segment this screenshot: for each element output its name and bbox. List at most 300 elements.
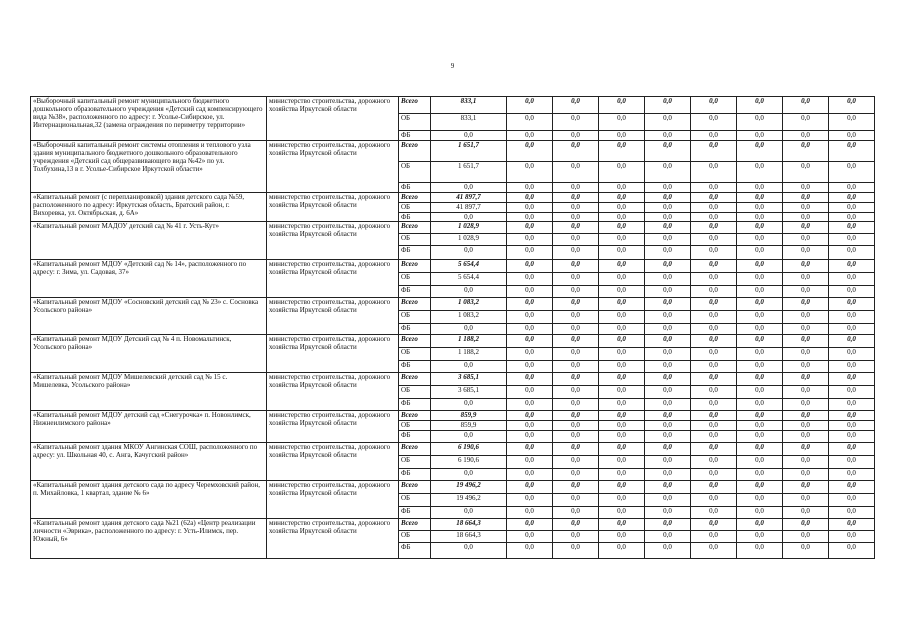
year-value-cell: 0,0	[507, 97, 553, 114]
funding-source: ФБ	[399, 183, 431, 193]
year-value-cell: 0,0	[829, 494, 875, 507]
table-row	[31, 411, 875, 421]
year-value-cell: 0,0	[553, 456, 599, 469]
amount-cell: 1 651,7	[431, 141, 507, 162]
year-value-cell: 0,0	[645, 222, 691, 234]
amount-cell: 19 496,2	[431, 494, 507, 507]
year-value-cell: 0,0	[829, 386, 875, 399]
year-value-cell: 0,0	[599, 203, 645, 213]
year-value-cell: 0,0	[553, 421, 599, 431]
funding-source: Всего	[399, 97, 431, 114]
year-value-cell: 0,0	[829, 162, 875, 183]
year-value-cell: 0,0	[783, 286, 829, 298]
year-value-cell: 0,0	[645, 481, 691, 494]
year-value-cell: 0,0	[645, 203, 691, 213]
table-row	[31, 222, 875, 234]
year-value-cell: 0,0	[737, 361, 783, 373]
amount-cell: 5 654,4	[431, 260, 507, 273]
project-name: «Капитальный ремонт МДОУ Мишелевский детский сад № 15 с. Мишелевка, Усольского района»	[31, 373, 267, 411]
year-value-cell: 0,0	[691, 348, 737, 361]
year-value-cell: 0,0	[645, 193, 691, 203]
funding-source: ФБ	[399, 286, 431, 298]
year-value-cell: 0,0	[599, 222, 645, 234]
year-value-cell: 0,0	[599, 162, 645, 183]
year-value-cell: 0,0	[691, 519, 737, 531]
year-value-cell: 0,0	[829, 298, 875, 311]
year-value-cell: 0,0	[691, 183, 737, 193]
year-value-cell: 0,0	[599, 411, 645, 421]
responsible-executor: министерство строительства, дорожного хозяйства Иркутской области	[267, 373, 399, 411]
year-value-cell: 0,0	[829, 519, 875, 531]
year-value-cell: 0,0	[507, 273, 553, 286]
amount-cell: 1 188,2	[431, 335, 507, 348]
year-value-cell: 0,0	[553, 260, 599, 273]
year-value-cell: 0,0	[783, 183, 829, 193]
year-value-cell: 0,0	[829, 411, 875, 421]
amount-cell: 0,0	[431, 131, 507, 141]
year-value-cell: 0,0	[783, 298, 829, 311]
year-value-cell: 0,0	[599, 543, 645, 559]
year-value-cell: 0,0	[737, 335, 783, 348]
year-value-cell: 0,0	[599, 141, 645, 162]
year-value-cell: 0,0	[737, 298, 783, 311]
year-value-cell: 0,0	[691, 469, 737, 481]
year-value-cell: 0,0	[691, 443, 737, 456]
year-value-cell: 0,0	[645, 273, 691, 286]
amount-cell: 859,9	[431, 421, 507, 431]
year-value-cell: 0,0	[507, 481, 553, 494]
amount-cell: 6 190,6	[431, 443, 507, 456]
year-value-cell: 0,0	[553, 203, 599, 213]
year-value-cell: 0,0	[599, 311, 645, 324]
year-value-cell: 0,0	[691, 246, 737, 260]
year-value-cell: 0,0	[599, 494, 645, 507]
year-value-cell: 0,0	[691, 456, 737, 469]
year-value-cell: 0,0	[737, 183, 783, 193]
responsible-executor: министерство строительства, дорожного хозяйства Иркутской области	[267, 411, 399, 443]
project-name: «Капитальный ремонт МДОУ Детский сад № 4 п. Новомальтинск, Усольского района»	[31, 335, 267, 373]
year-value-cell: 0,0	[829, 324, 875, 335]
year-value-cell: 0,0	[599, 260, 645, 273]
year-value-cell: 0,0	[507, 286, 553, 298]
funding-source: Всего	[399, 373, 431, 386]
year-value-cell: 0,0	[599, 234, 645, 246]
year-value-cell: 0,0	[737, 431, 783, 443]
year-value-cell: 0,0	[783, 531, 829, 543]
funding-source: Всего	[399, 193, 431, 203]
year-value-cell: 0,0	[553, 193, 599, 203]
amount-cell: 5 654,4	[431, 273, 507, 286]
year-value-cell: 0,0	[737, 114, 783, 131]
project-name: «Капитальный ремонт здания МКОУ Ангинская СОШ, расположенного по адресу: ул. Школьная 40, с. Анга, Качугский район»	[31, 443, 267, 481]
year-value-cell: 0,0	[829, 481, 875, 494]
year-value-cell: 0,0	[507, 131, 553, 141]
year-value-cell: 0,0	[507, 411, 553, 421]
year-value-cell: 0,0	[599, 456, 645, 469]
amount-cell: 0,0	[431, 399, 507, 411]
year-value-cell: 0,0	[599, 421, 645, 431]
amount-cell: 0,0	[431, 213, 507, 222]
year-value-cell: 0,0	[599, 469, 645, 481]
year-value-cell: 0,0	[645, 234, 691, 246]
year-value-cell: 0,0	[737, 348, 783, 361]
year-value-cell: 0,0	[783, 273, 829, 286]
amount-cell: 0,0	[431, 183, 507, 193]
funding-source: ОБ	[399, 162, 431, 183]
year-value-cell: 0,0	[783, 456, 829, 469]
year-value-cell: 0,0	[737, 411, 783, 421]
year-value-cell: 0,0	[691, 431, 737, 443]
amount-cell: 19 496,2	[431, 481, 507, 494]
amount-cell: 1 651,7	[431, 162, 507, 183]
year-value-cell: 0,0	[599, 213, 645, 222]
year-value-cell: 0,0	[507, 114, 553, 131]
amount-cell: 3 685,1	[431, 373, 507, 386]
year-value-cell: 0,0	[829, 114, 875, 131]
funding-source: ФБ	[399, 324, 431, 335]
year-value-cell: 0,0	[553, 494, 599, 507]
year-value-cell: 0,0	[783, 246, 829, 260]
year-value-cell: 0,0	[553, 213, 599, 222]
year-value-cell: 0,0	[553, 335, 599, 348]
amount-cell: 3 685,1	[431, 386, 507, 399]
amount-cell: 41 897,7	[431, 203, 507, 213]
year-value-cell: 0,0	[507, 203, 553, 213]
year-value-cell: 0,0	[737, 273, 783, 286]
year-value-cell: 0,0	[507, 311, 553, 324]
year-value-cell: 0,0	[599, 348, 645, 361]
year-value-cell: 0,0	[691, 162, 737, 183]
year-value-cell: 0,0	[829, 311, 875, 324]
year-value-cell: 0,0	[645, 97, 691, 114]
funding-source: ФБ	[399, 469, 431, 481]
year-value-cell: 0,0	[553, 311, 599, 324]
year-value-cell: 0,0	[829, 203, 875, 213]
year-value-cell: 0,0	[783, 443, 829, 456]
year-value-cell: 0,0	[783, 421, 829, 431]
year-value-cell: 0,0	[553, 162, 599, 183]
year-value-cell: 0,0	[691, 114, 737, 131]
year-value-cell: 0,0	[691, 311, 737, 324]
funding-source: ОБ	[399, 311, 431, 324]
amount-cell: 859,9	[431, 411, 507, 421]
year-value-cell: 0,0	[553, 519, 599, 531]
year-value-cell: 0,0	[691, 335, 737, 348]
year-value-cell: 0,0	[553, 431, 599, 443]
table-row	[31, 298, 875, 311]
year-value-cell: 0,0	[599, 324, 645, 335]
year-value-cell: 0,0	[829, 260, 875, 273]
year-value-cell: 0,0	[507, 373, 553, 386]
year-value-cell: 0,0	[737, 286, 783, 298]
year-value-cell: 0,0	[599, 286, 645, 298]
funding-source: ФБ	[399, 213, 431, 222]
amount-cell: 0,0	[431, 324, 507, 335]
funding-source: Всего	[399, 481, 431, 494]
year-value-cell: 0,0	[645, 421, 691, 431]
year-value-cell: 0,0	[691, 507, 737, 519]
amount-cell: 1 188,2	[431, 348, 507, 361]
year-value-cell: 0,0	[645, 456, 691, 469]
year-value-cell: 0,0	[645, 141, 691, 162]
year-value-cell: 0,0	[507, 494, 553, 507]
year-value-cell: 0,0	[553, 286, 599, 298]
funding-source: ОБ	[399, 531, 431, 543]
year-value-cell: 0,0	[645, 286, 691, 298]
amount-cell: 41 897,7	[431, 193, 507, 203]
year-value-cell: 0,0	[507, 421, 553, 431]
year-value-cell: 0,0	[599, 361, 645, 373]
responsible-executor: министерство строительства, дорожного хозяйства Иркутской области	[267, 97, 399, 141]
year-value-cell: 0,0	[737, 443, 783, 456]
year-value-cell: 0,0	[553, 531, 599, 543]
year-value-cell: 0,0	[691, 411, 737, 421]
year-value-cell: 0,0	[645, 373, 691, 386]
project-name: «Капитальный ремонт здания детского сада №21 (62а) «Центр реализации личности «Эврика», расположенного по адресу: г. Усть-Илимск, пер. Южный, 6»	[31, 519, 267, 559]
amount-cell: 1 083,2	[431, 298, 507, 311]
year-value-cell: 0,0	[507, 507, 553, 519]
year-value-cell: 0,0	[737, 386, 783, 399]
year-value-cell: 0,0	[507, 361, 553, 373]
table-row	[31, 443, 875, 456]
year-value-cell: 0,0	[507, 519, 553, 531]
year-value-cell: 0,0	[553, 183, 599, 193]
year-value-cell: 0,0	[783, 335, 829, 348]
year-value-cell: 0,0	[691, 386, 737, 399]
year-value-cell: 0,0	[553, 114, 599, 131]
year-value-cell: 0,0	[829, 431, 875, 443]
responsible-executor: министерство строительства, дорожного хозяйства Иркутской области	[267, 222, 399, 260]
year-value-cell: 0,0	[829, 234, 875, 246]
year-value-cell: 0,0	[645, 386, 691, 399]
year-value-cell: 0,0	[507, 469, 553, 481]
year-value-cell: 0,0	[737, 131, 783, 141]
year-value-cell: 0,0	[783, 141, 829, 162]
year-value-cell: 0,0	[783, 411, 829, 421]
project-name: «Капитальный ремонт МДОУ «Сосновский детский сад № 23» с. Сосновка Усольского района»	[31, 298, 267, 335]
funding-source: ОБ	[399, 273, 431, 286]
year-value-cell: 0,0	[783, 213, 829, 222]
funding-source: Всего	[399, 260, 431, 273]
funding-source: ОБ	[399, 456, 431, 469]
year-value-cell: 0,0	[691, 481, 737, 494]
project-name: «Капитальный ремонт здания детского сада по адресу Черемховский район, п. Михайловка, 1 квартал, здание № 6»	[31, 481, 267, 519]
year-value-cell: 0,0	[645, 246, 691, 260]
year-value-cell: 0,0	[829, 399, 875, 411]
year-value-cell: 0,0	[645, 431, 691, 443]
funding-source: ФБ	[399, 361, 431, 373]
year-value-cell: 0,0	[645, 348, 691, 361]
year-value-cell: 0,0	[507, 162, 553, 183]
amount-cell: 1 083,2	[431, 311, 507, 324]
year-value-cell: 0,0	[599, 335, 645, 348]
year-value-cell: 0,0	[599, 114, 645, 131]
year-value-cell: 0,0	[829, 286, 875, 298]
year-value-cell: 0,0	[783, 431, 829, 443]
year-value-cell: 0,0	[829, 273, 875, 286]
year-value-cell: 0,0	[783, 311, 829, 324]
year-value-cell: 0,0	[829, 335, 875, 348]
year-value-cell: 0,0	[553, 507, 599, 519]
year-value-cell: 0,0	[507, 222, 553, 234]
project-name: «Капитальный ремонт (с перепланировкой) здания детского сада №59, расположенного по адресу: Иркутская область, Братский район, г. Вихоревка, ул. Октябрьская, д. 6А»	[31, 193, 267, 222]
year-value-cell: 0,0	[553, 131, 599, 141]
year-value-cell: 0,0	[553, 141, 599, 162]
budget-table	[30, 96, 875, 559]
year-value-cell: 0,0	[691, 213, 737, 222]
year-value-cell: 0,0	[599, 507, 645, 519]
year-value-cell: 0,0	[599, 481, 645, 494]
year-value-cell: 0,0	[645, 213, 691, 222]
year-value-cell: 0,0	[783, 97, 829, 114]
year-value-cell: 0,0	[737, 141, 783, 162]
year-value-cell: 0,0	[829, 443, 875, 456]
year-value-cell: 0,0	[599, 246, 645, 260]
year-value-cell: 0,0	[829, 141, 875, 162]
year-value-cell: 0,0	[691, 222, 737, 234]
year-value-cell: 0,0	[691, 141, 737, 162]
year-value-cell: 0,0	[553, 222, 599, 234]
table-row	[31, 260, 875, 273]
project-name: «Капитальный ремонт МДОУ «Детский сад № 14», расположенного по адресу: г. Зима, ул. Садовая, 37»	[31, 260, 267, 298]
year-value-cell: 0,0	[783, 399, 829, 411]
table-row	[31, 519, 875, 531]
amount-cell: 0,0	[431, 246, 507, 260]
year-value-cell: 0,0	[829, 213, 875, 222]
year-value-cell: 0,0	[691, 234, 737, 246]
year-value-cell: 0,0	[783, 260, 829, 273]
year-value-cell: 0,0	[645, 324, 691, 335]
year-value-cell: 0,0	[645, 519, 691, 531]
year-value-cell: 0,0	[829, 97, 875, 114]
year-value-cell: 0,0	[691, 399, 737, 411]
funding-source: ОБ	[399, 114, 431, 131]
table-row	[31, 141, 875, 162]
year-value-cell: 0,0	[553, 469, 599, 481]
year-value-cell: 0,0	[645, 114, 691, 131]
year-value-cell: 0,0	[507, 443, 553, 456]
year-value-cell: 0,0	[599, 519, 645, 531]
year-value-cell: 0,0	[507, 335, 553, 348]
funding-source: ФБ	[399, 543, 431, 559]
year-value-cell: 0,0	[507, 543, 553, 559]
year-value-cell: 0,0	[737, 311, 783, 324]
year-value-cell: 0,0	[737, 469, 783, 481]
year-value-cell: 0,0	[645, 443, 691, 456]
year-value-cell: 0,0	[553, 273, 599, 286]
year-value-cell: 0,0	[783, 494, 829, 507]
year-value-cell: 0,0	[645, 311, 691, 324]
year-value-cell: 0,0	[691, 203, 737, 213]
year-value-cell: 0,0	[599, 131, 645, 141]
responsible-executor: министерство строительства, дорожного хозяйства Иркутской области	[267, 141, 399, 193]
year-value-cell: 0,0	[553, 234, 599, 246]
year-value-cell: 0,0	[553, 443, 599, 456]
year-value-cell: 0,0	[553, 324, 599, 335]
year-value-cell: 0,0	[737, 246, 783, 260]
amount-cell: 0,0	[431, 286, 507, 298]
year-value-cell: 0,0	[645, 494, 691, 507]
year-value-cell: 0,0	[507, 399, 553, 411]
year-value-cell: 0,0	[507, 431, 553, 443]
funding-source: ОБ	[399, 494, 431, 507]
year-value-cell: 0,0	[783, 162, 829, 183]
year-value-cell: 0,0	[829, 193, 875, 203]
year-value-cell: 0,0	[507, 141, 553, 162]
year-value-cell: 0,0	[737, 399, 783, 411]
table-row	[31, 481, 875, 494]
year-value-cell: 0,0	[553, 411, 599, 421]
year-value-cell: 0,0	[507, 213, 553, 222]
funding-source: ФБ	[399, 246, 431, 260]
year-value-cell: 0,0	[507, 324, 553, 335]
year-value-cell: 0,0	[645, 361, 691, 373]
funding-source: ФБ	[399, 399, 431, 411]
year-value-cell: 0,0	[829, 222, 875, 234]
funding-source: Всего	[399, 222, 431, 234]
year-value-cell: 0,0	[737, 519, 783, 531]
funding-source: ФБ	[399, 131, 431, 141]
year-value-cell: 0,0	[599, 183, 645, 193]
funding-source: Всего	[399, 335, 431, 348]
year-value-cell: 0,0	[691, 131, 737, 141]
year-value-cell: 0,0	[691, 361, 737, 373]
page-number: 9	[450, 62, 455, 70]
funding-source: Всего	[399, 298, 431, 311]
year-value-cell: 0,0	[783, 324, 829, 335]
year-value-cell: 0,0	[783, 131, 829, 141]
year-value-cell: 0,0	[507, 246, 553, 260]
funding-source: Всего	[399, 411, 431, 421]
year-value-cell: 0,0	[737, 234, 783, 246]
year-value-cell: 0,0	[553, 361, 599, 373]
year-value-cell: 0,0	[691, 373, 737, 386]
funding-source: ОБ	[399, 348, 431, 361]
funding-source: ФБ	[399, 507, 431, 519]
year-value-cell: 0,0	[737, 456, 783, 469]
year-value-cell: 0,0	[599, 273, 645, 286]
year-value-cell: 0,0	[599, 531, 645, 543]
year-value-cell: 0,0	[691, 298, 737, 311]
responsible-executor: министерство строительства, дорожного хозяйства Иркутской области	[267, 298, 399, 335]
year-value-cell: 0,0	[599, 431, 645, 443]
year-value-cell: 0,0	[783, 348, 829, 361]
amount-cell: 0,0	[431, 361, 507, 373]
year-value-cell: 0,0	[737, 421, 783, 431]
year-value-cell: 0,0	[507, 234, 553, 246]
year-value-cell: 0,0	[829, 361, 875, 373]
year-value-cell: 0,0	[507, 386, 553, 399]
year-value-cell: 0,0	[553, 543, 599, 559]
table-row	[31, 373, 875, 386]
year-value-cell: 0,0	[691, 421, 737, 431]
amount-cell: 833,1	[431, 114, 507, 131]
year-value-cell: 0,0	[829, 373, 875, 386]
year-value-cell: 0,0	[737, 324, 783, 335]
year-value-cell: 0,0	[507, 183, 553, 193]
year-value-cell: 0,0	[691, 324, 737, 335]
year-value-cell: 0,0	[691, 193, 737, 203]
year-value-cell: 0,0	[645, 298, 691, 311]
year-value-cell: 0,0	[645, 469, 691, 481]
year-value-cell: 0,0	[645, 531, 691, 543]
table-row	[31, 97, 875, 114]
amount-cell: 833,1	[431, 97, 507, 114]
responsible-executor: министерство строительства, дорожного хозяйства Иркутской области	[267, 193, 399, 222]
year-value-cell: 0,0	[507, 348, 553, 361]
year-value-cell: 0,0	[737, 97, 783, 114]
year-value-cell: 0,0	[645, 543, 691, 559]
